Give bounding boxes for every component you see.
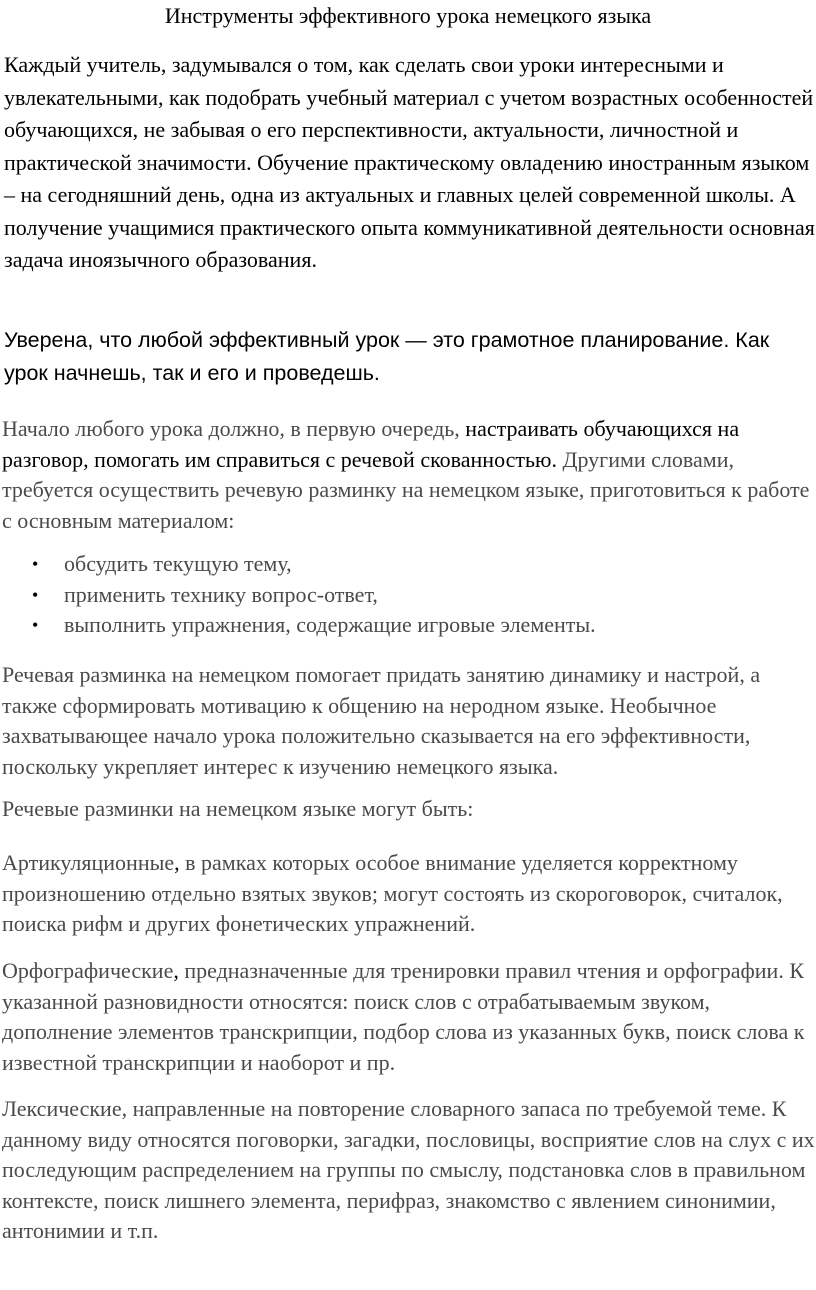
list-item bbox=[0, 549, 816, 580]
bullet-icon: • bbox=[32, 615, 39, 635]
planning-paragraph: Уверена, что любой эффективный урок — это грамотное планирование. Как урок начнешь, так и его и проведешь. bbox=[4, 328, 770, 385]
orthography-term: Орфографические bbox=[2, 958, 174, 983]
articulation-paragraph bbox=[2, 848, 816, 940]
list-item-text: обсудить текущую тему, bbox=[64, 551, 292, 576]
warmup-activities-list bbox=[0, 549, 816, 641]
list-item-text: применить технику вопрос-ответ, bbox=[64, 581, 378, 607]
warmup-paragraph: Речевая разминка на немецком помогает придать занятию динамику и настрой, а также сформировать мотивацию к общению на неродном языке. Необычное захватывающее начало урока положительно сказывается на его эффективности, поскольку укрепляет интерес к изучению немецкого языка. bbox=[2, 662, 761, 779]
lexical-paragraph: Лексические, направленные на повторение словарного запаса по требуемой теме. К данному виду относятся поговорки, загадки, пословицы, восприятие слов на слух с их последующим распределением на группы по смыслу, подстановка слов в правильном контексте, поиск лишнего элемента, перифраз, знакомство с явлением синонимии, антонимии и т.п. bbox=[2, 1096, 815, 1243]
lesson-start-paragraph bbox=[2, 414, 816, 536]
orthography-paragraph bbox=[2, 956, 816, 1078]
document-title: Инструменты эффективного урока немецкого языка bbox=[164, 3, 652, 28]
list-item bbox=[0, 580, 816, 611]
orthography-text: предназначенные для тренировки правил чтения и орфографии. К указанной разновидности относятся: поиск слов с отрабатываемым звуком, дополнение элементов транскрипции, подбор слова из указанных букв, поиск слова к известной транскрипции и наоборот и пр. bbox=[2, 958, 805, 1075]
list-item-text: выполнить упражнения, содержащие игровые элементы. bbox=[64, 612, 596, 637]
articulation-term: Артикуляционные bbox=[2, 850, 175, 875]
list-item bbox=[0, 610, 816, 641]
lesson-start-text-c: Другими словами, требуется осуществить речевую разминку на немецком языке, приготовиться к работе с основным материалом: bbox=[2, 446, 810, 533]
lesson-start-text-a: Начало любого урока должно, в первую очередь, bbox=[2, 416, 466, 441]
articulation-comma: , bbox=[174, 850, 180, 875]
warmup-types-intro: Речевые разминки на немецком языке могут быть: bbox=[2, 796, 474, 821]
orthography-comma: , bbox=[173, 958, 179, 983]
lesson-start-text-emphasis: настраивать обучающихся на разговор, помогать им справиться с речевой скованностью. bbox=[2, 416, 740, 472]
bullet-icon: • bbox=[32, 584, 39, 605]
intro-paragraph: Каждый учитель, задумывался о том, как сделать свои уроки интересными и увлекательными, как подобрать учебный материал с учетом возрастных особенностей обучающихся, не забывая о его перспективности, актуальности, личностной и практической значимости. Обучение практическому овладению иностранным языком – на сегодняшний день, одна из актуальных и главных целей современной школы. А получение учащимися практического опыта коммуникативной деятельности основная задача иноязычного образования. bbox=[4, 52, 815, 272]
bullet-icon: • bbox=[32, 554, 39, 574]
articulation-text: в рамках которых особое внимание уделяется корректному произношению отдельно взятых звуков; могут состоять из скороговорок, считалок, поиска рифм и других фонетических упражнений. bbox=[2, 850, 783, 936]
